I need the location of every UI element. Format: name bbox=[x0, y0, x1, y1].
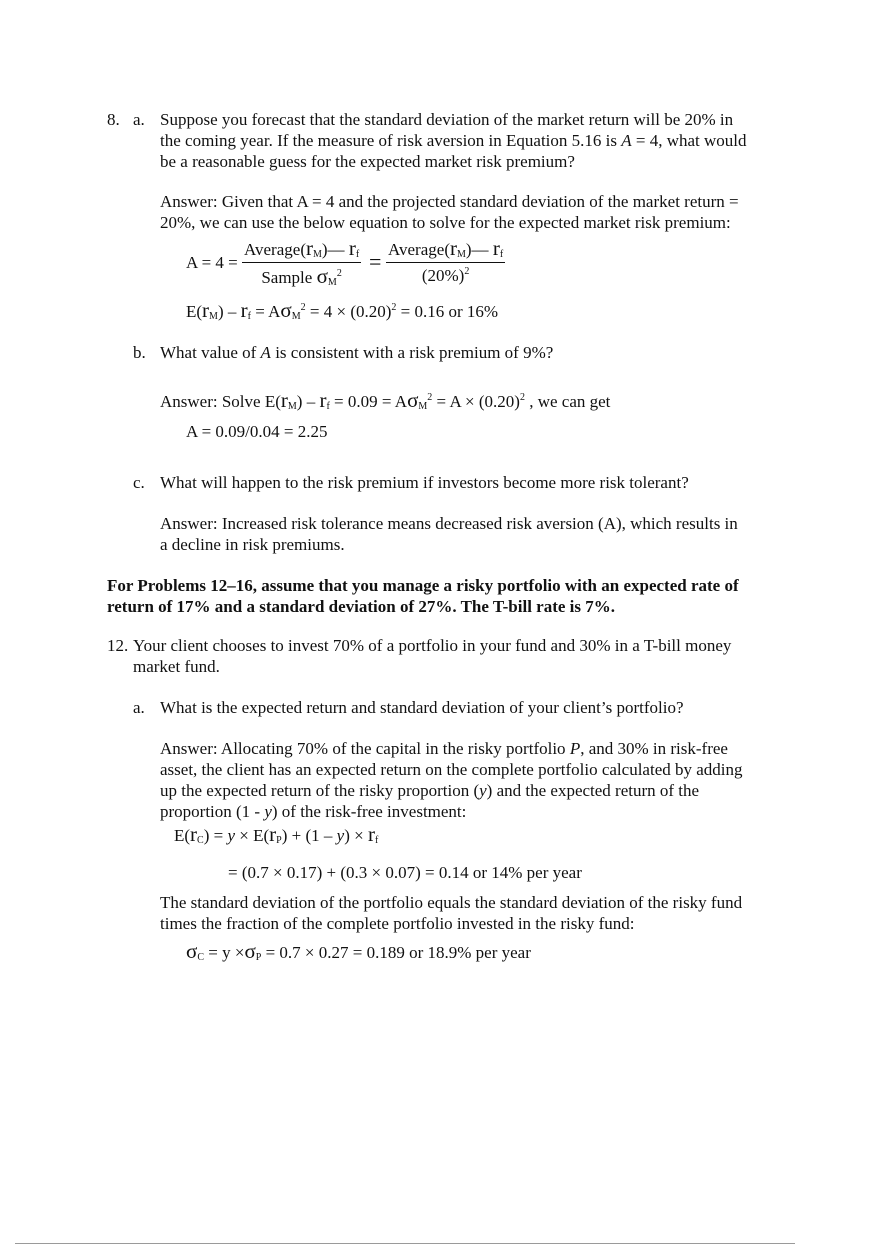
equation-expected-return: $E(r_C) = y \times E(r_P) + (1 - y) \times r_f$ bbox=[174, 822, 379, 846]
answer-12a-line3: up the expected return of the risky proportion (y) and the expected return of the bbox=[160, 781, 700, 800]
sd-explanation-line1: The standard deviation of the portfolio equals the standard deviation of the risky fund bbox=[160, 893, 743, 912]
question-12-intro-line1: Your client chooses to invest 70% of a portfolio in your fund and 30% in a T-bill money bbox=[133, 636, 732, 655]
answer-12a-line4: proportion (1 - y) of the risk-free investment: bbox=[160, 802, 467, 821]
question-8a-line1: Suppose you forecast that the standard deviation of the market return will be 20% in bbox=[160, 110, 734, 129]
question-12a-marker: a. bbox=[133, 698, 145, 717]
question-12a-text: What is the expected return and standard deviation of your client’s portfolio? bbox=[160, 698, 684, 717]
answer-12a-line2: asset, the client has an expected return on the complete portfolio calculated by adding bbox=[160, 760, 743, 779]
question-8c-text: What will happen to the risk premium if investors become more risk tolerant? bbox=[160, 473, 689, 492]
equation-expected-return-value: = (0.7 × 0.17) + (0.3 × 0.07) = 0.14 or 14% per year bbox=[228, 863, 582, 882]
problems-header-line1: For Problems 12–16, assume that you manage a risky portfolio with an expected rate of bbox=[107, 576, 739, 595]
answer-8c-line2: a decline in risk premiums. bbox=[160, 535, 345, 554]
question-8-number: 8. bbox=[107, 110, 120, 129]
question-8a-line3: be a reasonable guess for the expected market risk premium? bbox=[160, 152, 575, 171]
fraction-1-numerator: $Average(r_M)—$ $r_f$ bbox=[242, 238, 361, 263]
sd-explanation-line2: times the fraction of the complete portfolio invested in the risky fund: bbox=[160, 914, 635, 933]
answer-12a-line1: Answer: Allocating 70% of the capital in the risky portfolio P, and 30% in risk-free bbox=[160, 739, 728, 758]
problems-header-line2: return of 17% and a standard deviation of 27%. The T-bill rate is 7%. bbox=[107, 597, 616, 616]
question-8b-marker: b. bbox=[133, 343, 146, 362]
fraction-1-denominator: Sample $\sigma_M^2$ bbox=[261, 264, 342, 288]
answer-8a-line2: 20%, we can use the below equation to solve for the expected market risk premium: bbox=[160, 213, 731, 232]
question-8a-marker: a. bbox=[133, 110, 145, 129]
question-8a-line2: the coming year. If the measure of risk aversion in Equation 5.16 is A = 4, what would bbox=[160, 131, 747, 150]
answer-8b-line1: Answer: Solve $E(r_M) - r_f = 0.09 = A\sigma_M^2 = A \times (0.20)^2$ , we can get bbox=[160, 388, 611, 412]
equation-risk-premium: $E(r_M) - r_f = A\sigma_M^2 = 4 \times (0.20)^2 = 0.16$ or 16% bbox=[186, 298, 499, 322]
question-8b-text: What value of A is consistent with a risk premium of 9%? bbox=[160, 343, 554, 362]
equation-equals: = bbox=[369, 249, 382, 274]
answer-8b-result: A = 0.09/0.04 = 2.25 bbox=[186, 422, 328, 441]
question-12-intro-line2: market fund. bbox=[133, 657, 220, 676]
fraction-2-denominator: $(20\%)^2$ bbox=[421, 266, 470, 285]
question-8c-marker: c. bbox=[133, 473, 145, 492]
fraction-2-numerator: $Average(r_M)—$ $r_f$ bbox=[386, 238, 505, 263]
fraction-2 bbox=[386, 238, 505, 286]
equation-standard-deviation: $\sigma_C = y \times\sigma_P = 0.7 \times 0.27 = 0.189$ or 18.9% per year bbox=[186, 939, 531, 963]
answer-8a-line1: Answer: Given that A = 4 and the projected standard deviation of the market return = bbox=[160, 192, 739, 211]
footer-rule bbox=[15, 1243, 795, 1244]
answer-8c-line1: Answer: Increased risk tolerance means decreased risk aversion (A), which results in bbox=[160, 514, 738, 533]
question-12-number: 12. bbox=[107, 636, 129, 655]
fraction-1 bbox=[242, 238, 361, 288]
equation-lhs: A = 4 = bbox=[186, 253, 238, 272]
